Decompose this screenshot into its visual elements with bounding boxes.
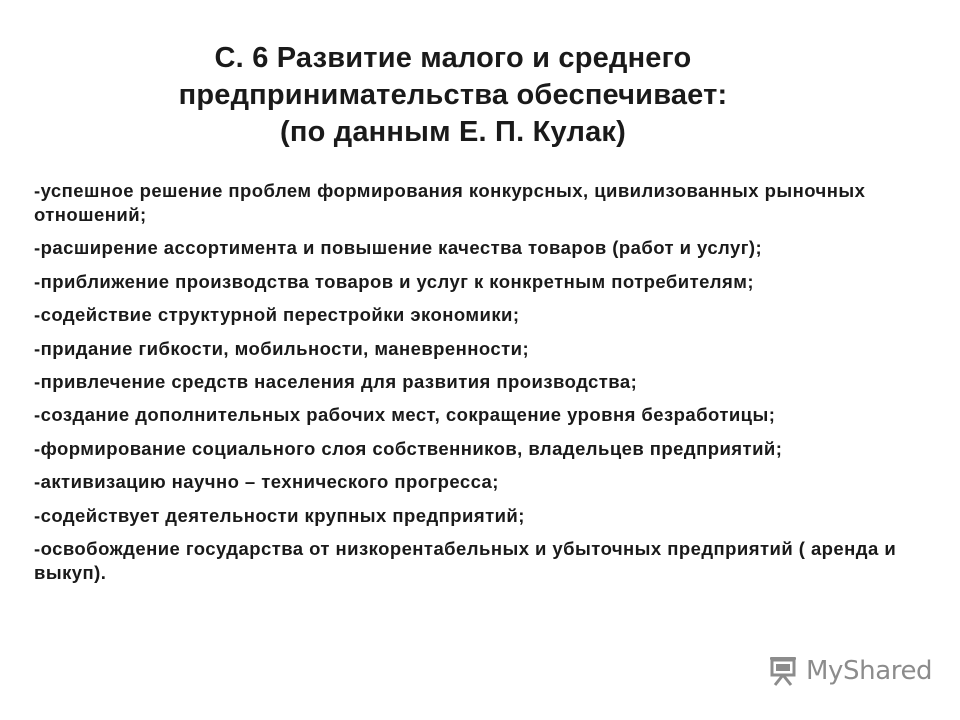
list-item: -формирование социального слоя собственников, владельцев предприятий;	[34, 437, 783, 459]
list-item: -освобождение государства от низкорентабельных и убыточных предприятий ( аренда и выкуп).	[34, 537, 897, 583]
list-item: -успешное решение проблем формирования конкурсных, цивилизованных рыночных отношений;	[34, 180, 866, 225]
list-item: -содействие структурной перестройки экономики;	[34, 304, 520, 326]
list-item: -активизацию научно – технического прогресса;	[34, 471, 499, 493]
list-item: -содействует деятельности крупных предприятий;	[34, 504, 525, 526]
title-line: С. 6 Развитие малого и среднего	[214, 42, 692, 74]
watermark-text: MyShared	[806, 656, 933, 686]
list-item: -создание дополнительных рабочих мест, сокращение уровня безработицы;	[34, 404, 776, 426]
list-item: -приближение производства товаров и услуг к конкретным потребителям;	[34, 270, 755, 292]
projector-screen-icon	[766, 654, 800, 688]
list-item: -привлечение средств населения для развития производства;	[34, 370, 638, 392]
slide-title	[0, 40, 906, 151]
title-line: предпринимательства обеспечивает:	[178, 79, 728, 111]
benefits-list	[34, 179, 914, 594]
title-line: (по данным Е. П. Кулак)	[280, 116, 626, 148]
watermark[interactable]	[766, 654, 932, 688]
list-item: -придание гибкости, мобильности, маневренности;	[34, 337, 530, 359]
list-item: -расширение ассортимента и повышение качества товаров (работ и услуг);	[34, 237, 763, 259]
